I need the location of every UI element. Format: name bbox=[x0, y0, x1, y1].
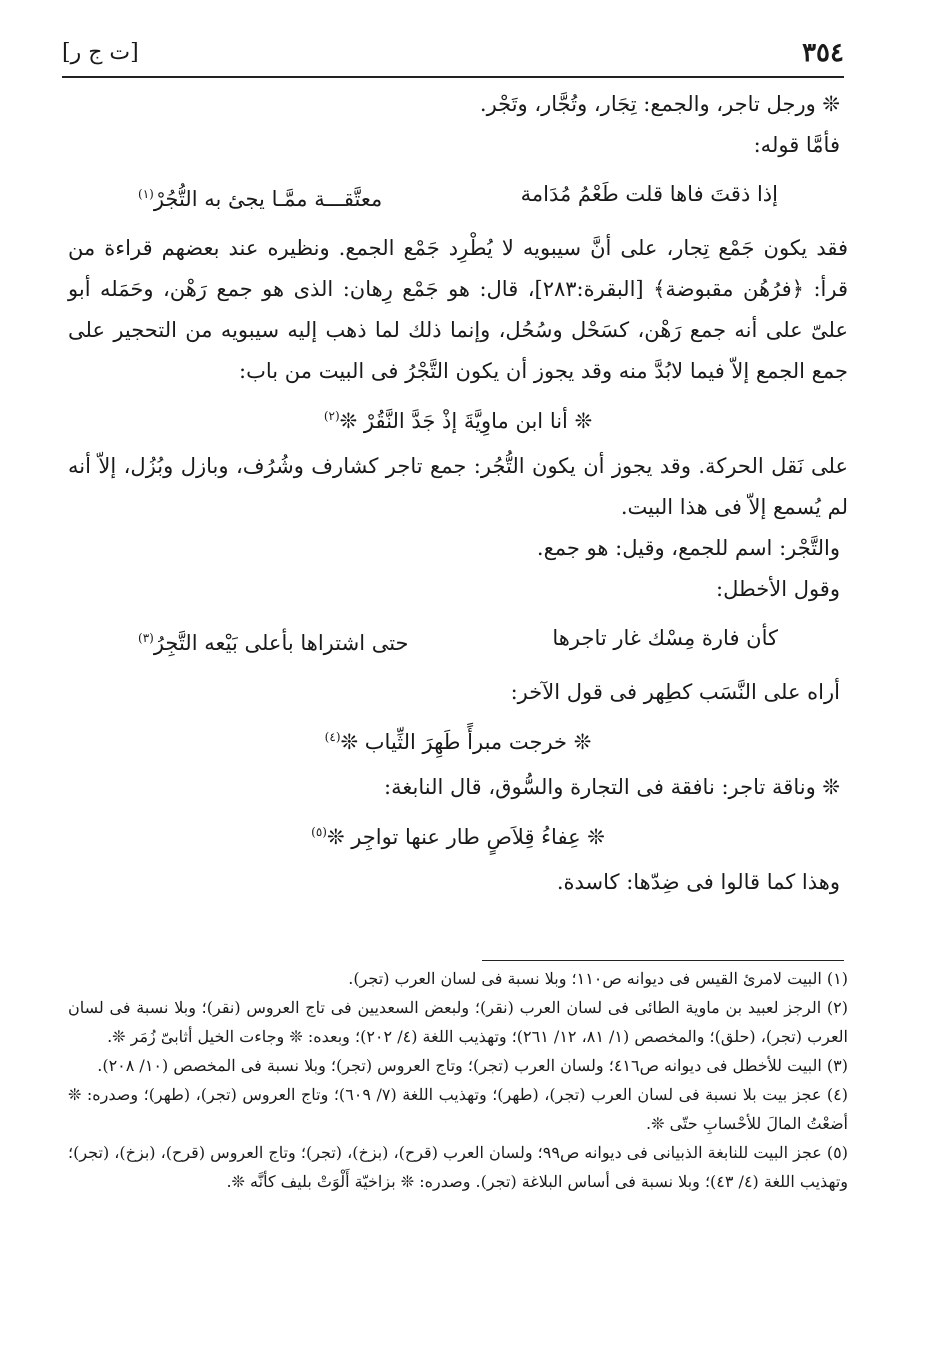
page-header bbox=[62, 38, 844, 72]
verse-5: ❊ عِفاءُ قِلاَصٍ طار عنها تواجِر ❊$^{(٥)}$ bbox=[311, 825, 605, 849]
footnote-1: (١) البيت لامرئ القيس فى ديوانه ص١١٠؛ وبلا نسبة فى لسان العرب (تجر). bbox=[348, 969, 848, 988]
paragraph-9: وهذا كما قالوا فى ضِدّها: كاسدة. bbox=[556, 870, 840, 894]
main-text bbox=[68, 84, 848, 903]
verse-1-second-hemistich: معتَّقـــة ممَّـا يجئ به التُّجُرْ$^{(١)}$ bbox=[138, 187, 383, 211]
paragraph-4: على نَقل الحركة. وقد يجوز أن يكون التُّجُر: جمع تاجر كشارف وشُرُف، وبازل وبُزُل، إلاّ أنه لم يُسمع إلاّ فى هذا البيت. bbox=[68, 454, 848, 519]
page-number: ٣٥٤ bbox=[802, 38, 844, 68]
paragraph-5: والتَّجْر: اسم للجمع، وقيل: هو جمع. bbox=[536, 536, 840, 560]
paragraph-1: ❊ ورجل تاجر، والجمع: تِجَار، وتُجَّار، وتَجْر. bbox=[479, 92, 840, 116]
verse-3-second-hemistich: حتى اشتراها بأعلى بَيْعه التَّجِرُ$^{(٣)}$ bbox=[138, 631, 409, 655]
footnote-separator bbox=[482, 960, 844, 961]
footnote-2: (٢) الرجز لعبيد بن ماوية الطائى فى لسان العرب (نقر)؛ ولبعض السعديين فى تاج العروس (نقر)؛ وبلا نسبة فى لسان العرب (تجر)، (حلق)؛ والمخصص (١/ ٨١، ١٢/ ٢٦١)؛ وتهذيب اللغة (٤/ ٢٠٢)؛ وبعده: ❊ وجاءت الخيل أثابىّ زُمَر ❊. bbox=[68, 998, 848, 1046]
verse-2: ❊ أنا ابن ماوِيَّةَ إذْ جَدَّ النَّقُرْ ❊$^{(٢)}$ bbox=[323, 409, 593, 433]
header-rule bbox=[62, 76, 844, 78]
root-label: [ت ج ر] bbox=[62, 40, 139, 65]
footnote-4: (٤) عجز بيت بلا نسبة فى لسان العرب (تجر)، (طهر)؛ وتهذيب اللغة (٧/ ٦٠٩)؛ وتاج العروس (تجر)، (طهر)؛ وصدره: ❊ أضعْتُ المالَ للأحْسابِ حتّى ❊. bbox=[68, 1085, 849, 1133]
paragraph-2: فأمَّا قوله: bbox=[753, 133, 840, 157]
footnote-ref-4: (٤) bbox=[324, 730, 341, 744]
footnotes bbox=[68, 964, 848, 1196]
verse-3 bbox=[68, 618, 848, 664]
paragraph-7: أراه على النَّسَب كطِهر فى قول الآخر: bbox=[510, 680, 840, 704]
footnote-3: (٣) البيت للأخطل فى ديوانه ص٤١٦؛ ولسان العرب (تجر)؛ وتاج العروس (تجر)؛ وبلا نسبة فى المخصص (١٠/ ٢٠٨). bbox=[97, 1056, 848, 1075]
verse-1 bbox=[68, 174, 848, 220]
footnote-ref-2: (٢) bbox=[323, 409, 340, 423]
verse-3-first-hemistich: كأن فارة مِسْك غار تاجرها bbox=[552, 626, 778, 650]
footnote-5: (٥) عجز البيت للنابغة الذبيانى فى ديوانه ص٩٩؛ ولسان العرب (قرح)، (بزخ)، (تجر)؛ وتاج العروس (قرح)، (بزخ)، (تجر)؛ وتهذيب اللغة (٤/ ٤٣)؛ وبلا نسبة فى أساس البلاغة (تجر). وصدره: ❊ بزاخيّة أَلْوَتْ بليف كأنَّه ❊. bbox=[68, 1143, 849, 1191]
paragraph-8: ❊ وناقة تاجر: نافقة فى التجارة والسُّوق، قال النابغة: bbox=[384, 775, 840, 799]
verse-1-first-hemistich: إذا ذقتَ فاها قلت طَعْمُ مُدَامة bbox=[520, 182, 778, 206]
paragraph-6: وقول الأخطل: bbox=[716, 577, 840, 601]
verse-4: ❊ خرجت مبرأً طَهِرَ الثِّياب ❊$^{(٤)}$ bbox=[324, 730, 592, 754]
footnote-ref-3: (٣) bbox=[138, 631, 154, 645]
footnote-ref-5: (٥) bbox=[311, 825, 327, 839]
footnote-ref-1: (١) bbox=[138, 187, 154, 201]
paragraph-3: فقد يكون جَمْع تِجار، على أنَّ سيبويه لا يُطْرِد جَمْع الجمع. ونظيره عند بعضهم قراءة من قرأ: ﴿فرُهُن مقبوضة﴾ [البقرة:٢٨٣]، قال: هو جَمْع رِهان: الذى هو جمع رَهْن، وحَمَله أبو علىّ على أنه جمع رَهْن، كسَحْل وسُحُل، وإنما ذلك لما ذهب إليه سيبويه من التحجير على جمع الجمع إلاّ فيما لابُدَّ منه وقد يجوز أن يكون التَّجْرُ فى البيت من باب: bbox=[68, 236, 848, 383]
